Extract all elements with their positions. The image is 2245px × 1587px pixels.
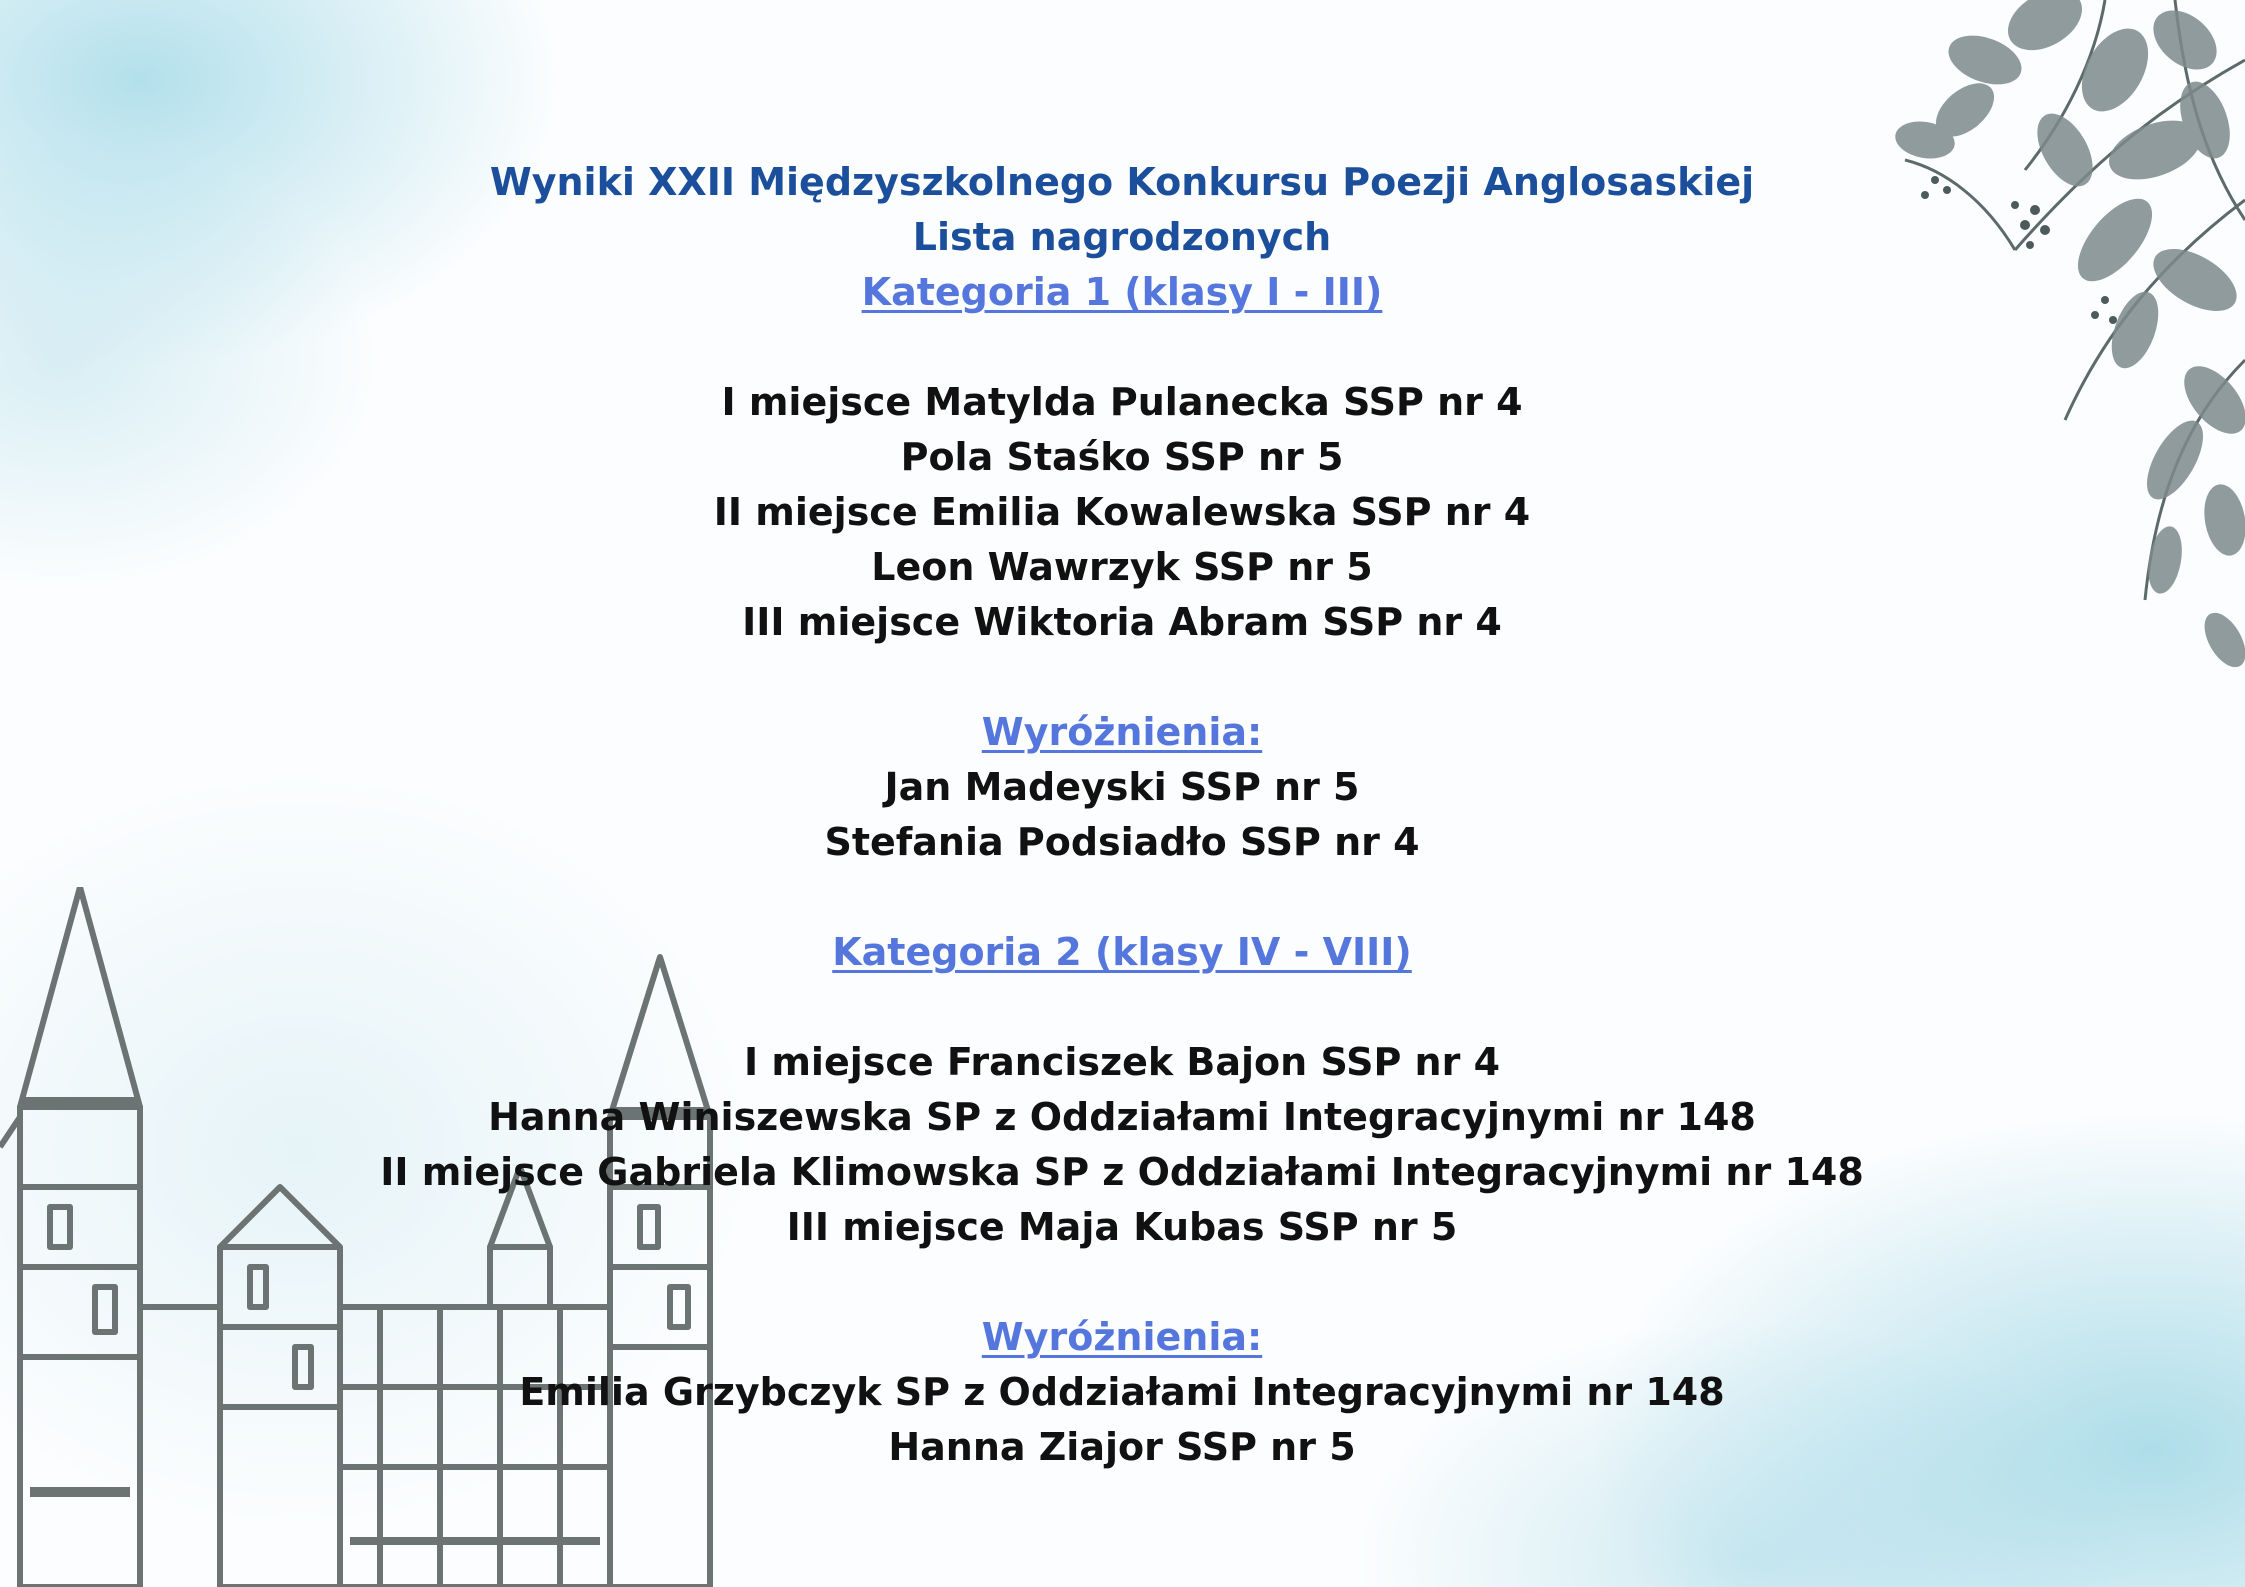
category-1-honors-heading: Wyróżnienia: <box>981 710 1263 754</box>
page-title: Wyniki XXII Międzyszkolnego Konkursu Poezji Anglosaskiej <box>489 160 1755 204</box>
list-item: I miejsce Matylda Pulanecka SSP nr 4 <box>721 380 1523 424</box>
list-item: Hanna Ziajor SSP nr 5 <box>888 1425 1356 1469</box>
category-2-honors-heading: Wyróżnienia: <box>981 1315 1263 1359</box>
list-item: III miejsce Maja Kubas SSP nr 5 <box>786 1205 1458 1249</box>
page-subtitle: Lista nagrodzonych <box>912 215 1332 259</box>
list-item: III miejsce Wiktoria Abram SSP nr 4 <box>742 600 1502 644</box>
category-2-heading: Kategoria 2 (klasy IV - VIII) <box>832 930 1412 974</box>
list-item: Emilia Grzybczyk SP z Oddziałami Integracyjnymi nr 148 <box>519 1370 1725 1414</box>
list-item: Hanna Winiszewska SP z Oddziałami Integracyjnymi nr 148 <box>488 1095 1756 1139</box>
list-item: II miejsce Emilia Kowalewska SSP nr 4 <box>713 490 1531 534</box>
list-item: II miejsce Gabriela Klimowska SP z Oddziałami Integracyjnymi nr 148 <box>380 1150 1864 1194</box>
list-item: I miejsce Franciszek Bajon SSP nr 4 <box>743 1040 1501 1084</box>
results-content <box>322 155 1922 1475</box>
list-item: Leon Wawrzyk SSP nr 5 <box>871 545 1373 589</box>
category-1-heading: Kategoria 1 (klasy I - III) <box>861 270 1383 314</box>
list-item: Jan Madeyski SSP nr 5 <box>884 765 1360 809</box>
list-item: Stefania Podsiadło SSP nr 4 <box>824 820 1420 864</box>
list-item: Pola Staśko SSP nr 5 <box>900 435 1344 479</box>
